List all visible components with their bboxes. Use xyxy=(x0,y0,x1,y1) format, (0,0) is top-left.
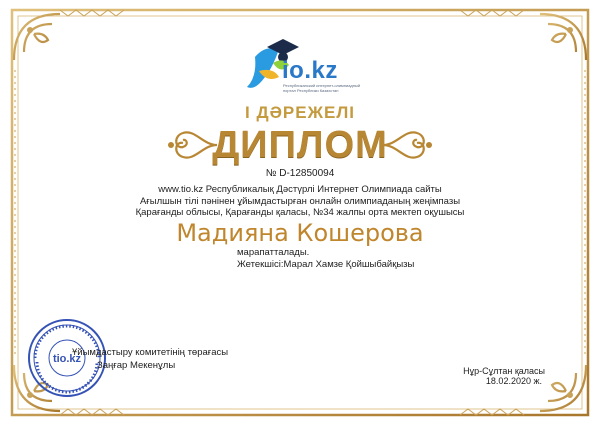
awarded-text: марапатталады. xyxy=(237,247,310,258)
logo-title: io.kz xyxy=(282,57,338,84)
signature-role: Ұйымдастыру комитетінің төрағасы xyxy=(72,347,229,358)
seal-text: tio.kz xyxy=(52,353,82,365)
recipient-name: Мадияна Кошерова xyxy=(176,219,424,247)
stamp-seal-icon xyxy=(25,316,109,400)
description xyxy=(0,184,600,219)
logo-subtitle: Республиканский интернет-олимпиадный портал Республики Казахстан xyxy=(283,83,361,93)
issue-date: 18.02.2020 ж. xyxy=(485,376,542,386)
signature-name: Заңғар Мекенұлы xyxy=(97,360,176,371)
description-line: Ағылшын тілі пәнінен ұйымдастырған онлайн олимпиаданың жеңімпазы xyxy=(139,195,461,207)
mentor-text: Жетекшісі:Марал Хамзе Қойшыбайқызы xyxy=(237,259,415,270)
right-ornament-icon xyxy=(381,123,435,167)
description-line: Қарағанды облысы, Қарағанды қаласы, №34 жалпы орта мектеп оқушысы xyxy=(135,207,465,218)
description-line: www.tio.kz Республикалық Дәстүрлі Интернет Олимпиада сайты xyxy=(158,184,442,195)
diploma-number: № D-12850094 xyxy=(265,168,335,179)
diploma-title: ДИПЛОМ xyxy=(212,124,388,166)
degree-label: І ДӘРЕЖЕЛІ xyxy=(245,103,355,122)
issue-place: Нұр-Сұлтан қаласы xyxy=(463,366,545,376)
